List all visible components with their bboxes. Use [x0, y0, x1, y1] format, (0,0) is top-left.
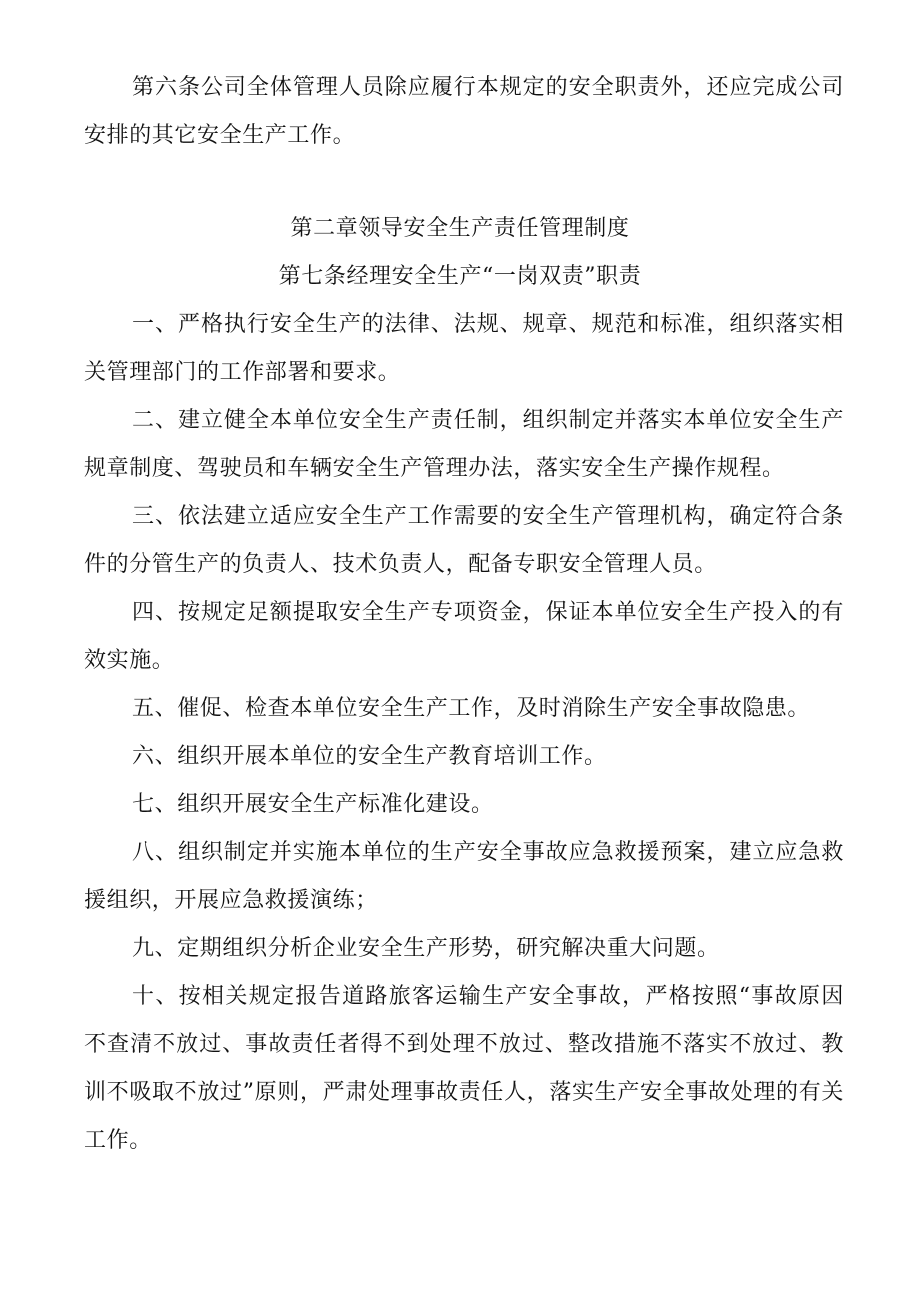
article-7-title: 第七条经理安全生产“一岗双责”职责 — [278, 264, 642, 289]
list-item-6: 六、组织开展本单位的安全生产教育培训工作。 — [132, 744, 607, 769]
list-item-1: 一、严格执行安全生产的法律、法规、规章、规范和标准，组织落实相关管理部门的工作部署和要求。 — [84, 312, 844, 385]
list-item-9: 九、定期组织分析企业安全生产形势，研究解决重大问题。 — [132, 936, 720, 961]
list-item-10: 十、按相关规定报告道路旅客运输生产安全事故，严格按照“事故原因不查清不放过、事故责任者得不到处理不放过、整改措施不落实不放过、教训不吸取不放过”原则，严肃处理事故责任人，落实生产安全事故处理的有关工作。 — [84, 984, 844, 1153]
chapter-title: 第二章领导安全生产责任管理制度 — [290, 216, 630, 241]
list-item-8: 八、组织制定并实施本单位的生产安全事故应急救援预案，建立应急救援组织，开展应急救援演练； — [84, 840, 844, 913]
article-6-paragraph: 第六条公司全体管理人员除应履行本规定的安全职责外，还应完成公司安排的其它安全生产工作。 — [84, 75, 844, 148]
list-item-5: 五、催促、检查本单位安全生产工作，及时消除生产安全事故隐患。 — [132, 696, 811, 721]
list-item-4: 四、按规定足额提取安全生产专项资金，保证本单位安全生产投入的有效实施。 — [84, 600, 844, 673]
list-item-7: 七、组织开展安全生产标准化建设。 — [132, 792, 494, 817]
list-item-3: 三、依法建立适应安全生产工作需要的安全生产管理机构，确定符合条件的分管生产的负责人、技术负责人，配备专职安全管理人员。 — [84, 504, 844, 577]
list-item-2: 二、建立健全本单位安全生产责任制，组织制定并落实本单位安全生产规章制度、驾驶员和车辆安全生产管理办法，落实安全生产操作规程。 — [84, 408, 844, 481]
